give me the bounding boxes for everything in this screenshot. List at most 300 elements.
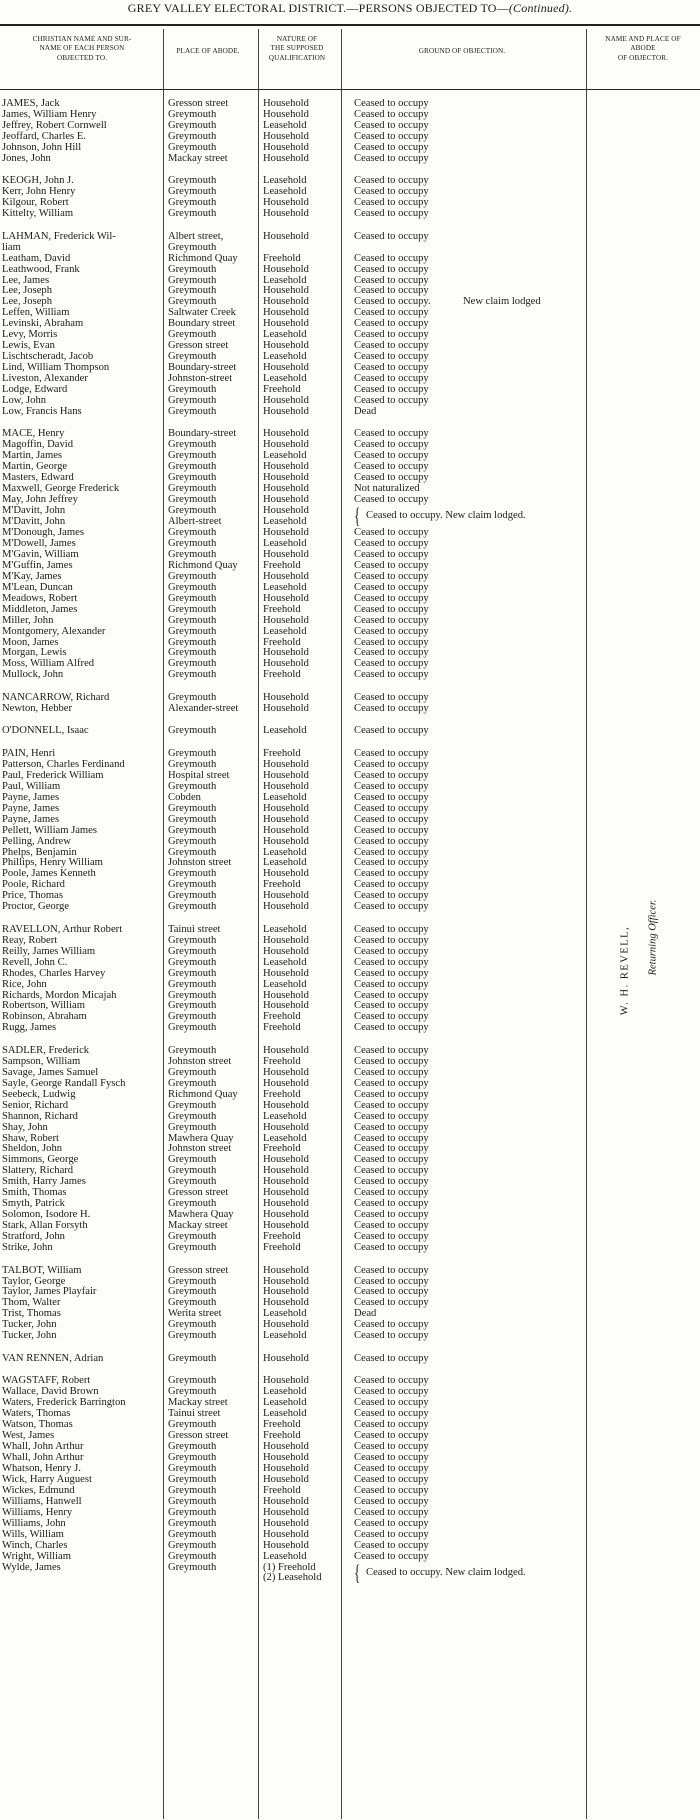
objection-ground: Ceased to occupy <box>354 1264 429 1276</box>
place-of-abode: Greymouth <box>168 1297 217 1309</box>
qualification: Freehold <box>263 669 301 681</box>
person-name: Lee, Joseph <box>2 296 53 308</box>
qualification: Household <box>263 98 309 109</box>
person-name: Price, Thomas <box>2 890 64 902</box>
person-name: Whatson, Henry J. <box>2 1462 81 1474</box>
person-name: Morgan, Lewis <box>2 647 67 659</box>
place-of-abode: Greymouth <box>168 527 217 538</box>
objection-ground: Ceased to occupy <box>354 450 429 462</box>
qualification: Freehold <box>263 1011 301 1023</box>
place-of-abode: Greymouth <box>168 1352 217 1364</box>
objection-ground: Ceased to occupy <box>354 548 429 560</box>
place-of-abode: Greymouth <box>168 405 217 417</box>
objection-ground: Ceased to occupy <box>354 868 429 880</box>
objection-ground: Ceased to occupy <box>354 1484 429 1496</box>
qualification: Household <box>263 263 309 275</box>
place-of-abode: Greymouth <box>168 175 217 187</box>
place-of-abode: Hospital street <box>168 769 230 781</box>
place-of-abode: Greymouth <box>168 747 217 759</box>
place-of-abode: Greymouth <box>168 945 217 957</box>
qualification: Household <box>263 1066 309 1078</box>
qualification: Leasehold <box>263 450 307 462</box>
qualification: Leasehold <box>263 1132 307 1144</box>
qualification: (1) Freehold <box>263 1561 316 1573</box>
qualification: Leasehold <box>263 1408 307 1420</box>
person-name: Wylde, James <box>2 1561 61 1573</box>
objection-ground: Ceased to occupy <box>354 702 429 714</box>
objection-ground: Ceased to occupy <box>354 1143 429 1155</box>
qualification: Household <box>263 945 309 957</box>
person-name: Rugg, James <box>2 1022 57 1034</box>
qualification: Household <box>263 1165 309 1177</box>
qualification: Household <box>263 527 309 538</box>
person-name: NANCARROW, Richard <box>2 691 110 703</box>
qualification: Household <box>263 362 309 374</box>
person-name: SADLER, Frederick <box>2 1044 90 1056</box>
objection-ground: Ceased to occupy. New claim lodged. <box>366 1566 526 1578</box>
objection-ground: Ceased to occupy <box>354 802 429 814</box>
qualification: Household <box>263 197 309 209</box>
place-of-abode: Greymouth <box>168 263 217 275</box>
person-name: Seebeck, Ludwig <box>2 1088 76 1100</box>
person-name: Newton, Hebber <box>2 702 73 714</box>
qualification: Household <box>263 758 309 770</box>
person-name: LAHMAN, Frederick Wil- <box>2 230 116 242</box>
qualification: Leasehold <box>263 857 307 869</box>
place-of-abode: Greymouth <box>168 989 217 1001</box>
person-name: Pellett, William James <box>2 824 98 836</box>
objection-ground: Ceased to occupy <box>354 1242 429 1253</box>
qualification: Freehold <box>263 1143 301 1155</box>
table-row <box>0 1242 700 1255</box>
place-of-abode: Mackay street <box>168 1397 228 1409</box>
place-of-abode: Greymouth <box>168 119 217 131</box>
objection-ground: Ceased to occupy <box>354 791 429 803</box>
place-of-abode: Greymouth <box>168 758 217 770</box>
qualification: Household <box>263 472 309 484</box>
objection-ground: Ceased to occupy. New claim lodged. <box>366 510 526 522</box>
objection-ground: Ceased to occupy. <box>354 296 431 308</box>
objection-note: New claim lodged <box>463 296 541 308</box>
objection-ground: Ceased to occupy <box>354 318 429 330</box>
place-of-abode: Greymouth <box>168 461 217 473</box>
qualification: Household <box>263 1462 309 1474</box>
place-of-abode: Greymouth <box>168 1319 217 1331</box>
objection-ground: Ceased to occupy <box>354 1397 429 1409</box>
objection-ground: Ceased to occupy <box>354 373 429 385</box>
place-of-abode: Greymouth <box>168 1462 217 1474</box>
person-name: Lodge, Edward <box>2 384 68 395</box>
place-of-abode: Gresson street <box>168 340 229 352</box>
place-of-abode: Gresson street <box>168 1264 229 1276</box>
qualification: Freehold <box>263 1088 301 1100</box>
objection-ground: Ceased to occupy <box>354 1452 429 1463</box>
qualification: (2) Leasehold <box>263 1572 322 1584</box>
person-name: Wright, William <box>2 1550 71 1562</box>
objection-ground: Ceased to occupy <box>354 141 429 153</box>
person-name: Wills, William <box>2 1528 64 1540</box>
person-name: Lee, James <box>2 274 50 286</box>
person-name: Williams, John <box>2 1517 66 1529</box>
person-name: RAVELLON, Arthur Robert <box>2 923 123 935</box>
person-name: Smyth, Patrick <box>2 1198 65 1210</box>
qualification: Household <box>263 1319 309 1331</box>
objection-ground: Ceased to occupy <box>354 252 429 264</box>
qualification: Household <box>263 1286 309 1298</box>
place-of-abode: Greymouth <box>168 285 217 297</box>
qualification: Household <box>263 658 309 670</box>
objection-ground: Ceased to occupy <box>354 285 429 297</box>
objection-ground: Ceased to occupy <box>354 494 429 506</box>
place-of-abode: Greymouth <box>168 394 217 406</box>
qualification: Leasehold <box>263 373 307 385</box>
table-row <box>0 1353 700 1366</box>
qualification: Household <box>263 1375 309 1387</box>
place-of-abode: Werita street <box>168 1308 222 1320</box>
place-of-abode: Greymouth <box>168 1528 217 1540</box>
objection-ground: Ceased to occupy <box>354 1011 429 1023</box>
qualification: Household <box>263 1220 309 1232</box>
objection-ground: Ceased to occupy <box>354 636 429 648</box>
qualification: Household <box>263 208 309 220</box>
place-of-abode: Boundary street <box>168 318 236 330</box>
objector-title: Returning Officer. <box>647 899 659 976</box>
place-of-abode: Greymouth <box>168 1044 217 1056</box>
qualification: Household <box>263 307 309 319</box>
objection-ground: Ceased to occupy <box>354 1066 429 1078</box>
brace-mark: { <box>354 503 361 529</box>
place-of-abode: Greymouth <box>168 494 217 506</box>
person-name: Johnson, John Hill <box>2 141 82 153</box>
qualification: Household <box>263 1473 309 1485</box>
person-name: Sheldon, John <box>2 1143 63 1155</box>
objection-ground: Ceased to occupy <box>354 647 429 659</box>
person-name: Smith, Thomas <box>2 1187 67 1199</box>
place-of-abode: Greymouth <box>168 846 217 858</box>
place-of-abode: Richmond Quay <box>168 559 238 571</box>
place-of-abode: Greymouth <box>168 130 217 142</box>
qualification: Household <box>263 592 309 604</box>
objection-ground: Ceased to occupy <box>354 747 429 759</box>
qualification: Household <box>263 1044 309 1056</box>
qualification: Household <box>263 802 309 814</box>
objection-ground: Ceased to occupy <box>354 1110 429 1122</box>
qualification: Household <box>263 108 309 120</box>
qualification: Household <box>263 769 309 781</box>
objection-ground: Ceased to occupy <box>354 603 429 615</box>
objection-ground: Ceased to occupy <box>354 1517 429 1529</box>
person-name: KEOGH, John J. <box>2 175 74 187</box>
place-of-abode: Greymouth <box>168 1231 217 1243</box>
person-name: Watson, Thomas <box>2 1419 73 1431</box>
objection-ground: Ceased to occupy <box>354 835 429 847</box>
place-of-abode: Greymouth <box>168 1110 217 1122</box>
person-name: Poole, Richard <box>2 879 65 891</box>
person-name: VAN RENNEN, Adrian <box>2 1352 104 1364</box>
place-of-abode: Greymouth <box>168 934 217 946</box>
place-of-abode: Greymouth <box>168 439 217 451</box>
place-of-abode: Greymouth <box>168 901 217 913</box>
qualification: Household <box>263 1176 309 1188</box>
objection-ground: Ceased to occupy <box>354 669 429 681</box>
objection-ground: Ceased to occupy <box>354 846 429 858</box>
person-name: Levy, Morris <box>2 329 58 341</box>
qualification: Household <box>263 1528 309 1540</box>
person-name: Levinski, Abraham <box>2 318 84 330</box>
person-name: Savage, James Samuel <box>2 1066 99 1078</box>
qualification: Household <box>263 340 309 352</box>
objection-ground: Ceased to occupy <box>354 570 429 582</box>
person-name: Payne, James <box>2 813 60 825</box>
place-of-abode: Greymouth <box>168 1561 217 1573</box>
objection-ground: Ceased to occupy <box>354 394 429 406</box>
person-name: Slattery, Richard <box>2 1165 74 1177</box>
place-of-abode: Greymouth <box>168 1275 217 1287</box>
person-name: M'Donough, James <box>2 527 84 538</box>
qualification: Leasehold <box>263 274 307 286</box>
person-name: M'Kay, James <box>2 570 62 582</box>
qualification: Leasehold <box>263 978 307 990</box>
qualification: Household <box>263 230 309 242</box>
place-of-abode: Greymouth <box>168 241 217 253</box>
objection-ground: Ceased to occupy <box>354 1441 429 1453</box>
table-row <box>0 153 700 166</box>
qualification: Leasehold <box>263 516 307 528</box>
place-of-abode: Greymouth <box>168 108 217 120</box>
place-of-abode: Gresson street <box>168 98 229 109</box>
objection-ground: Dead <box>354 1308 377 1320</box>
qualification: Household <box>263 647 309 659</box>
objection-ground: Ceased to occupy <box>354 901 429 913</box>
place-of-abode: Greymouth <box>168 835 217 847</box>
table-row <box>0 669 700 682</box>
qualification: Household <box>263 1539 309 1551</box>
objection-ground: Ceased to occupy <box>354 1528 429 1540</box>
objection-ground: Ceased to occupy <box>354 1473 429 1485</box>
objection-ground: Ceased to occupy <box>354 658 429 670</box>
person-name: JAMES, Jack <box>2 98 60 109</box>
objection-ground: Ceased to occupy <box>354 340 429 352</box>
qualification: Household <box>263 1077 309 1089</box>
person-name: Richards, Mordon Micajah <box>2 989 117 1001</box>
person-name: Paul, William <box>2 780 61 792</box>
person-name: Payne, James <box>2 791 60 803</box>
objection-ground: Ceased to occupy <box>354 691 429 703</box>
qualification: Freehold <box>263 1484 301 1496</box>
objection-ground: Ceased to occupy <box>354 592 429 604</box>
objection-ground: Ceased to occupy <box>354 461 429 473</box>
qualification: Household <box>263 505 309 517</box>
place-of-abode: Greymouth <box>168 824 217 836</box>
table-row <box>0 1572 700 1585</box>
qualification: Leasehold <box>263 1110 307 1122</box>
qualification: Household <box>263 296 309 308</box>
place-of-abode: Greymouth <box>168 1506 217 1518</box>
objection-ground: Ceased to occupy <box>354 978 429 990</box>
qualification: Freehold <box>263 384 301 395</box>
qualification: Household <box>263 890 309 902</box>
qualification: Freehold <box>263 559 301 571</box>
person-name: Middleton, James <box>2 603 78 615</box>
place-of-abode: Albert-street <box>168 516 222 528</box>
qualification: Household <box>263 428 309 440</box>
person-name: Williams, Henry <box>2 1506 73 1518</box>
place-of-abode: Greymouth <box>168 967 217 979</box>
objection-ground: Ceased to occupy <box>354 197 429 209</box>
qualification: Freehold <box>263 252 301 264</box>
place-of-abode: Greymouth <box>168 890 217 902</box>
objection-ground: Ceased to occupy <box>354 1539 429 1551</box>
place-of-abode: Tainui street <box>168 1408 221 1420</box>
place-of-abode: Greymouth <box>168 658 217 670</box>
qualification: Leasehold <box>263 351 307 363</box>
person-name: Magoffin, David <box>2 439 74 451</box>
place-of-abode: Greymouth <box>168 978 217 990</box>
place-of-abode: Greymouth <box>168 1441 217 1453</box>
qualification: Household <box>263 1452 309 1463</box>
objection-ground: Ceased to occupy <box>354 208 429 220</box>
place-of-abode: Greymouth <box>168 1165 217 1177</box>
person-name: Phelps, Benjamin <box>2 846 77 858</box>
qualification: Household <box>263 1264 309 1276</box>
person-name: Rhodes, Charles Harvey <box>2 967 106 979</box>
person-name: Meadows, Robert <box>2 592 78 604</box>
place-of-abode: Greymouth <box>168 1176 217 1188</box>
person-name: Leatham, David <box>2 252 71 264</box>
brace-mark: { <box>354 1559 361 1585</box>
person-name: Stark, Allan Forsyth <box>2 1220 88 1232</box>
place-of-abode: Greymouth <box>168 570 217 582</box>
qualification: Leasehold <box>263 1330 307 1342</box>
place-of-abode: Greymouth <box>168 329 217 341</box>
objection-ground: Ceased to occupy <box>354 1132 429 1144</box>
objection-ground: Not naturalized <box>354 483 420 495</box>
place-of-abode: Greymouth <box>168 691 217 703</box>
objection-ground: Ceased to occupy <box>354 1209 429 1221</box>
qualification: Leasehold <box>263 846 307 858</box>
objection-ground: Ceased to occupy <box>354 1154 429 1166</box>
place-of-abode: Greymouth <box>168 725 217 737</box>
place-of-abode: Greymouth <box>168 636 217 648</box>
qualification: Household <box>263 934 309 946</box>
place-of-abode: Greymouth <box>168 1154 217 1166</box>
qualification: Freehold <box>263 1419 301 1431</box>
objection-ground: Ceased to occupy <box>354 824 429 836</box>
objection-ground: Ceased to occupy <box>354 152 429 164</box>
objection-ground: Ceased to occupy <box>354 1099 429 1111</box>
objection-ground: Ceased to occupy <box>354 186 429 198</box>
person-name: Jeffrey, Robert Cornwell <box>2 119 107 131</box>
column-header-objector: NAME AND PLACE OF ABODE OF OBJECTOR. <box>605 35 681 62</box>
place-of-abode: Greymouth <box>168 141 217 153</box>
person-name: Phillips, Henry William <box>2 857 103 869</box>
objection-ground: Ceased to occupy <box>354 1352 429 1364</box>
person-name: Sampson, William <box>2 1055 81 1067</box>
objection-ground: Ceased to occupy <box>354 307 429 319</box>
place-of-abode: Greymouth <box>168 1011 217 1023</box>
objection-ground: Ceased to occupy <box>354 1386 429 1398</box>
qualification: Leasehold <box>263 329 307 341</box>
qualification: Household <box>263 394 309 406</box>
qualification: Household <box>263 152 309 164</box>
objection-ground: Ceased to occupy <box>354 1550 429 1562</box>
person-name: Martin, George <box>2 461 68 473</box>
place-of-abode: Mawhera Quay <box>168 1209 234 1221</box>
place-of-abode: Alexander-street <box>168 702 239 714</box>
person-name: Reilly, James William <box>2 945 96 957</box>
qualification: Household <box>263 318 309 330</box>
place-of-abode: Greymouth <box>168 1484 217 1496</box>
person-name: Whall, John Arthur <box>2 1452 84 1463</box>
qualification: Household <box>263 1441 309 1453</box>
place-of-abode: Greymouth <box>168 1517 217 1529</box>
objection-ground: Ceased to occupy <box>354 362 429 374</box>
person-name: Rice, John <box>2 978 47 990</box>
person-name: Lind, William Thompson <box>2 362 110 374</box>
person-name: West, James <box>2 1430 55 1442</box>
person-name: Williams, Hanwell <box>2 1495 82 1507</box>
table-row <box>0 703 700 716</box>
place-of-abode: Greymouth <box>168 647 217 659</box>
person-name: Whall, John Arthur <box>2 1441 84 1453</box>
qualification: Leasehold <box>263 186 307 198</box>
objection-ground: Ceased to occupy <box>354 108 429 120</box>
place-of-abode: Greymouth <box>168 296 217 308</box>
person-name: Miller, John <box>2 614 54 626</box>
qualification: Freehold <box>263 1231 301 1243</box>
column-header-ground: GROUND OF OBJECTION. <box>418 47 506 55</box>
place-of-abode: Greymouth <box>168 1375 217 1387</box>
column-header-nature: NATURE OF THE SUPPOSED QUALIFICATION <box>268 35 326 62</box>
table-row <box>0 901 700 914</box>
person-name: Montgomery, Alexander <box>2 625 106 637</box>
person-name: Lee, Joseph <box>2 285 53 297</box>
qualification: Leasehold <box>263 119 307 131</box>
qualification: Leasehold <box>263 175 307 187</box>
qualification: Household <box>263 405 309 417</box>
person-name: Jones, John <box>2 152 51 164</box>
qualification: Household <box>263 1099 309 1111</box>
objection-ground: Ceased to occupy <box>354 1297 429 1309</box>
objection-ground: Ceased to occupy <box>354 614 429 626</box>
qualification: Household <box>263 570 309 582</box>
place-of-abode: Greymouth <box>168 1419 217 1431</box>
place-of-abode: Greymouth <box>168 1198 217 1210</box>
place-of-abode: Johnston-street <box>168 373 233 385</box>
place-of-abode: Greymouth <box>168 197 217 209</box>
objector-block <box>618 880 659 1070</box>
place-of-abode: Greymouth <box>168 813 217 825</box>
objection-ground: Ceased to occupy <box>354 527 429 538</box>
place-of-abode: Richmond Quay <box>168 1088 238 1100</box>
person-name: Kittelty, William <box>2 208 74 220</box>
person-name: Wick, Harry Auguest <box>2 1473 92 1485</box>
person-name: Martin, James <box>2 450 63 462</box>
place-of-abode: Greymouth <box>168 1242 217 1253</box>
objection-ground: Ceased to occupy <box>354 175 429 187</box>
person-name: Liveston, Alexander <box>2 373 88 385</box>
qualification: Household <box>263 967 309 979</box>
place-of-abode: Greymouth <box>168 1099 217 1111</box>
objection-ground: Ceased to occupy <box>354 230 429 242</box>
objection-ground: Ceased to occupy <box>354 1121 429 1133</box>
objection-ground: Ceased to occupy <box>354 1462 429 1474</box>
qualification: Household <box>263 813 309 825</box>
qualification: Leasehold <box>263 956 307 968</box>
person-name: O'DONNELL, Isaac <box>2 725 89 737</box>
person-name: Kerr, John Henry <box>2 186 76 198</box>
objection-ground: Ceased to occupy <box>354 472 429 484</box>
